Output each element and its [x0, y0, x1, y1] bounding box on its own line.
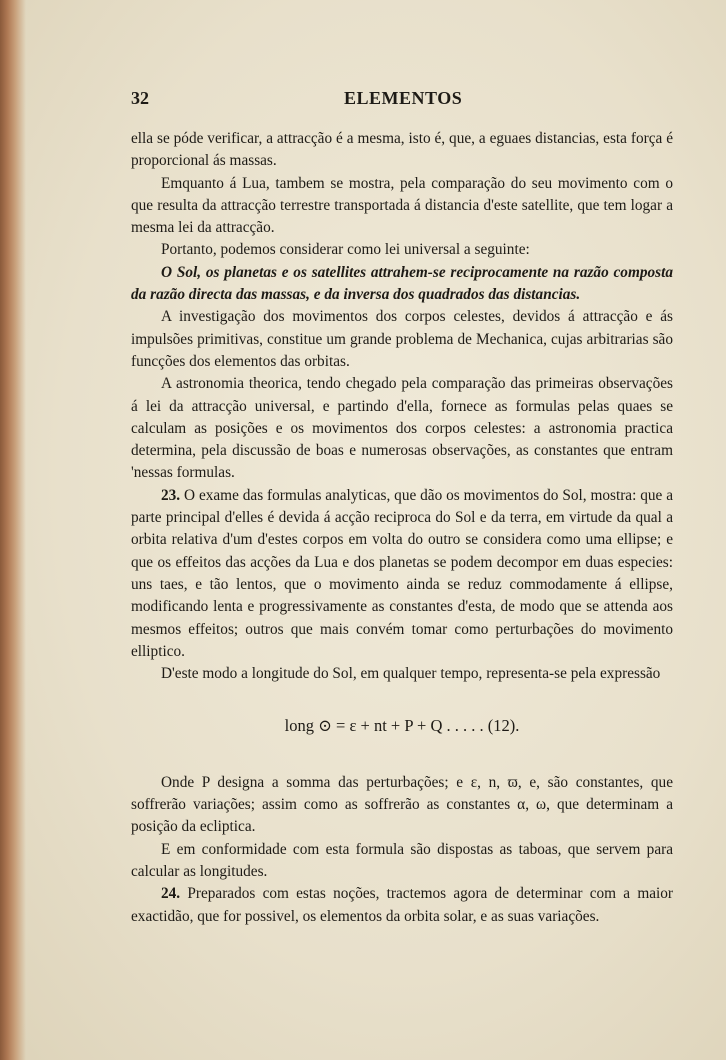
- section-24: [131, 883, 673, 928]
- section-24-number: 24.: [161, 885, 181, 903]
- paragraph-perturbations: Onde P designa a somma das perturbações; e ε, n, ϖ, e, são constantes, que soffrerão variações; assim como as soffrerão as constantes α, ω, que determinam a posição da ecliptica.: [131, 773, 673, 836]
- paragraph-celestial-bodies: A investigação dos movimentos dos corpos celestes, devidos á attracção e ás impulsões primitivas, constitue um grande problema de Mechanica, cujas arbitrarias são funcções dos elementos das orbitas.: [131, 308, 673, 370]
- running-title: ELEMENTOS: [344, 88, 463, 108]
- page-number: 32: [131, 88, 149, 108]
- paragraph-moon: Emquanto á Lua, tambem se mostra, pela comparação do seu movimento com o que resulta da attracção terrestre transportada á distancia d'este satellite, que tem logar a mesma lei da attracção.: [131, 174, 673, 237]
- section-23-text: O exame das formulas analyticas, que dão os movimentos do Sol, mostra: que a parte principal d'elles é devida á acção reciproca do Sol e da terra, em virtude da qual a orbita relativa d'um d'estes corpos em volta do outro se considera como uma ellipse; e que os effeitos das acções da Lua e dos planetas se podem decompor em duas especies: uns taes, e tão lentos, que o movimento ainda se reduz commodamente á ellipse, modificando lenta e progressivamente as constantes d'esta, de modo que se attenda aos mesmos effeitos; outros que mais convém tomar como perturbações do movimento elliptico.: [131, 486, 673, 660]
- section-24-text: Preparados com estas noções, tractemos agora de determinar com a maior exactidão, que for possivel, os elementos da orbita solar, e as suas variações.: [131, 885, 673, 925]
- book-spine-edge: [0, 0, 26, 1060]
- section-23: [131, 485, 673, 663]
- paragraph-continuation: ella se póde verificar, a attracção é a mesma, isto é, que, a eguaes distancias, esta força é proporcional ás massas.: [131, 130, 673, 170]
- section-23-number: 23.: [161, 486, 181, 504]
- universal-law-statement: O Sol, os planetas e os satellites attrahem-se reciprocamente na razão composta da razão directa das massas, e da inversa dos quadrados das distancias.: [131, 263, 673, 304]
- paragraph-longitude: D'este modo a longitude do Sol, em qualquer tempo, representa-se pela expressão: [161, 665, 661, 683]
- paragraph-tables: E em conformidade com esta formula são dispostas as taboas, que servem para calcular as longitudes.: [131, 840, 673, 880]
- formula-12: long ⊙ = ε + nt + P + Q . . . . . (12).: [284, 716, 520, 736]
- body-text: [131, 128, 673, 928]
- paragraph-astronomy: A astronomia theorica, tendo chegado pela comparação das primeiras observações á lei da attracção universal, e partindo d'ella, fornece as formulas pelas quaes se calculam as posições e os movimentos dos corpos celestes: a astronomia practica determina, pela discussão de boas e numerosas observações, as constantes que entram 'nessas formulas.: [131, 375, 673, 482]
- paragraph-universal-law-intro: Portanto, podemos considerar como lei universal a seguinte:: [161, 241, 530, 259]
